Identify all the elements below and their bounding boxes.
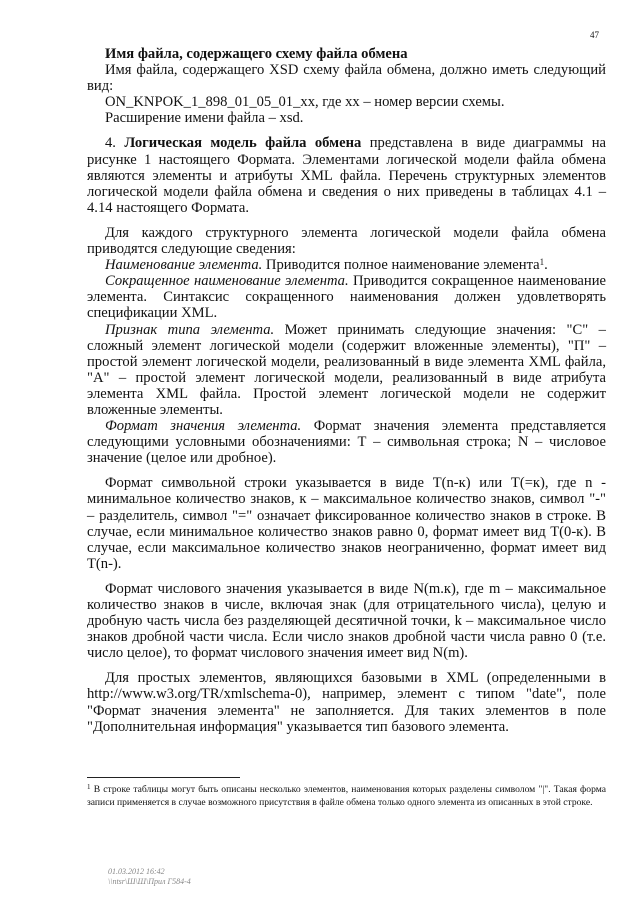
term-value-format: Формат значения элемента. (105, 418, 302, 435)
paragraph-number-format: Формат числового значения указывается в виде N(m.к), где m – максимальное количество знаков в числе, включая знак (для отрицательного числа), целую и дробную часть числа без разделяющей десятичной точки, k – максимальное число знаков дробной части числа. Если число знаков дробной части числа равно 0 (т.е. число целое), то формат числового значения имеет вид N(m). (87, 580, 606, 662)
section-heading: Имя файла, содержащего схему файла обмена (105, 46, 408, 62)
document-body (87, 46, 606, 735)
paragraph-text: Формат значения элемента представляется следующими условными обозначениями: Т – символьная строка; N – числовое значение (целое или дробное). (87, 418, 606, 467)
paragraph-base-types: Для простых элементов, являющихся базовыми в XML (определенными в http://www.w3.org/TR/xmlschema-0), например, элемент с типом "date", поле "Формат значения элемента" не заполняется. Для таких элементов в поле "Дополнительная информация" указывается тип базового элемента. (87, 670, 606, 735)
stamp-datetime: 01.03.2012 16:42 (108, 867, 165, 876)
term-element-name: Наименование элемента. (105, 257, 263, 274)
paragraph-filename-desc: Имя файла, содержащего XSD схему файла обмена, должно иметь следующий вид: (87, 62, 606, 95)
paragraph-extension: Расширение имени файла – xsd. (105, 110, 304, 127)
paragraph-element-name (87, 257, 606, 273)
paragraph-text: Может принимать следующие значения: "С" – сложный элемент логической модели (содержит вложенные элементы), "П" – простой элемент логической модели, реализованный в виде элемента XML файла, "А" – простой элемент логической модели, реализованный в виде атрибута элемента XML файла. Простой элемент логической модели не содержит вложенные элементы. (87, 321, 606, 418)
paragraph-string-format: Формат символьной строки указывается в виде Т(n-к) или Т(=к), где n - минимальное количество знаков, к – максимальное количество знаков, символ "-" – разделитель, символ "=" означает фиксированное количество знаков в строке. В случае, если минимальное количество знаков равно 0, формат имеет вид Т(0-к). В случае, если максимальное количество знаков неограниченно, формат имеет вид Т(n-). (87, 475, 606, 572)
stamp-path: \\ntsr\Ш\Ш\Прил Г584-4 (108, 877, 191, 886)
period: . (544, 257, 548, 274)
footnote-text: В строке таблицы могут быть описаны несколько элементов, наименования которых разделены символом "|". Такая форма записи применяется в случае возможного присутствия в файле обмена только одного элемента из описанных в этой строке. (87, 784, 606, 808)
footnote (87, 783, 606, 809)
paragraph-text: Приводится полное наименование элемента (262, 257, 540, 274)
paragraph-text: представлена в виде диаграммы на рисунке 1 настоящего Формата. Элементами логической модели файла обмена являются элементы и атрибуты XML файла. Перечень структурных элементов логической модели файла обмена и сведения о них приведены в таблицах 4.1 – 4.14 настоящего Формата. (87, 135, 606, 216)
page-number: 47 (590, 30, 599, 40)
paragraph-logical-model (87, 135, 606, 215)
footnote-divider (87, 777, 240, 778)
paragraph-filename-pattern: ON_KNPOK_1_898_01_05_01_xx, где xx – номер версии схемы. (105, 94, 505, 111)
term-logical-model: Логическая модель файла обмена (124, 135, 362, 152)
paragraph-value-format (87, 418, 606, 466)
paragraph-type-sign (87, 322, 606, 419)
footnote-number: 1 (87, 783, 91, 791)
paragraph-text: Приводится сокращенное наименование элемента. Синтаксис сокращенного наименования должен удовлетворять спецификации XML. (87, 273, 606, 322)
footnote-ref: 1 (539, 257, 545, 268)
term-type-sign: Признак типа элемента. (105, 321, 275, 338)
item-number: 4. (105, 135, 125, 152)
file-stamp (108, 867, 191, 887)
term-short-name: Сокращенное наименование элемента. (105, 273, 349, 290)
paragraph-short-name (87, 273, 606, 321)
paragraph-element-info: Для каждого структурного элемента логической модели файла обмена приводятся следующие сведения: (87, 224, 606, 258)
